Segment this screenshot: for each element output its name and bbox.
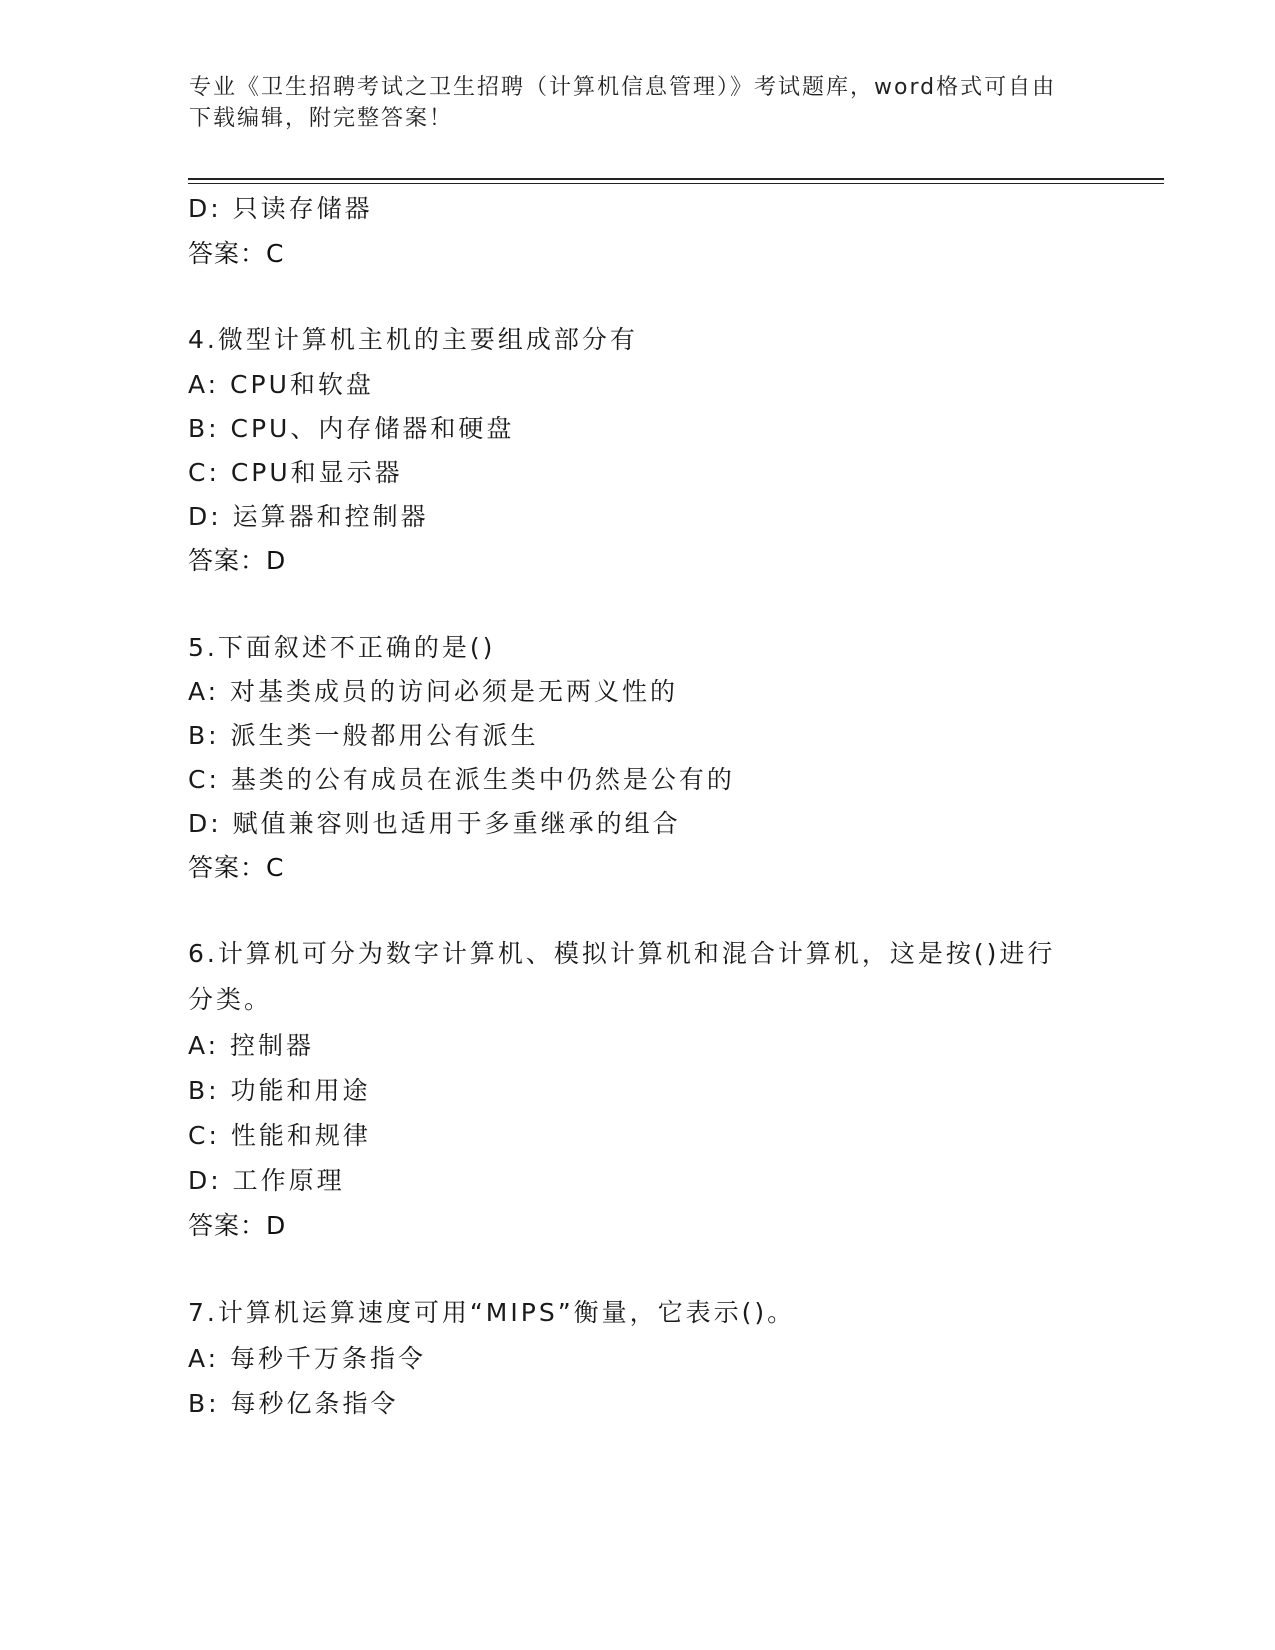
option-b: B: 每秒亿条指令 <box>188 1389 399 1418</box>
header-divider-thick <box>188 178 1164 180</box>
question-stem: 5.下面叙述不正确的是() <box>188 633 496 662</box>
question-stem: 7.计算机运算速度可用“MIPS”衡量，它表示()。 <box>188 1298 796 1327</box>
option-d: D: 运算器和控制器 <box>188 502 429 531</box>
option-b: B: 派生类一般都用公有派生 <box>188 721 539 750</box>
header-divider-thin <box>188 183 1164 184</box>
answer-line: 答案：D <box>188 546 287 575</box>
option-c: C: 性能和规律 <box>188 1121 371 1150</box>
option-d: D: 赋值兼容则也适用于多重继承的组合 <box>188 809 681 838</box>
option-a: A: CPU和软盘 <box>188 370 374 399</box>
document-header: 专业《卫生招聘考试之卫生招聘（计算机信息管理）》考试题库，word格式可自由下载编辑，附完整答案！ <box>189 75 1057 131</box>
option-a: A: 控制器 <box>188 1031 315 1060</box>
option-b: B: CPU、内存储器和硬盘 <box>188 414 515 443</box>
option-a: A: 每秒千万条指令 <box>188 1344 427 1373</box>
question-stem: 6.计算机可分为数字计算机、模拟计算机和混合计算机，这是按()进行分类。 <box>188 939 1056 1014</box>
option-c: C: 基类的公有成员在派生类中仍然是公有的 <box>188 765 735 794</box>
answer-line: 答案：C <box>188 853 285 882</box>
answer-line: 答案：D <box>188 1211 287 1240</box>
answer-line: 答案：C <box>188 239 285 268</box>
option-d: D: 工作原理 <box>188 1166 345 1195</box>
option-d: D: 只读存储器 <box>188 194 373 223</box>
option-a: A: 对基类成员的访问必须是无两义性的 <box>188 677 679 706</box>
question-stem: 4.微型计算机主机的主要组成部分有 <box>188 325 638 354</box>
option-b: B: 功能和用途 <box>188 1076 371 1105</box>
option-c: C: CPU和显示器 <box>188 458 403 487</box>
